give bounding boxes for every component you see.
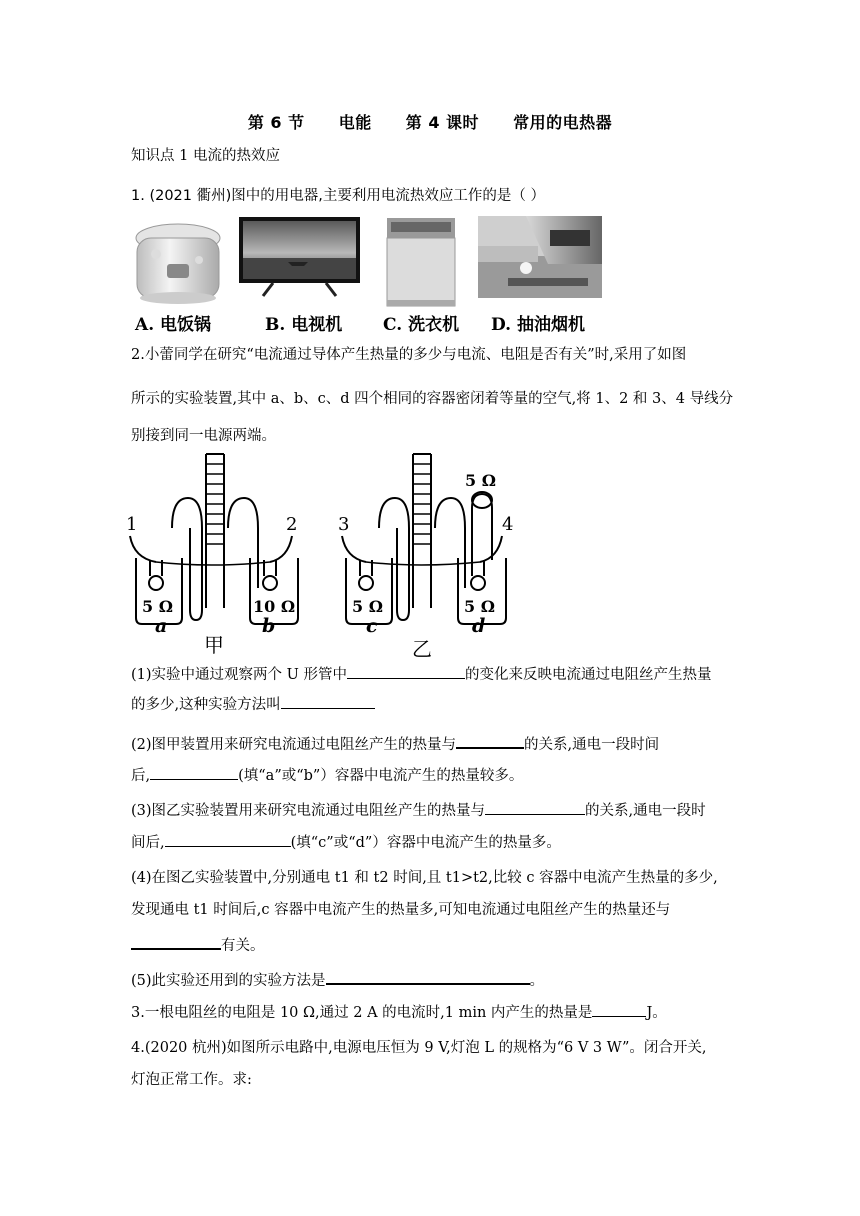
answer-blank-9[interactable]: [592, 1002, 646, 1017]
q2-s1-line1: [131, 664, 711, 685]
q2-s2-text-b: 的关系,通电一段时间: [524, 737, 660, 753]
q3-text-b: J。: [646, 1005, 667, 1021]
terminal-2: 2: [286, 514, 298, 535]
q2-s5-text-b: 。: [529, 973, 545, 989]
q2-s2-text-a: (2)图甲装置用来研究电流通过电阻丝产生的热量与: [131, 737, 457, 753]
answer-blank-6[interactable]: [165, 832, 291, 847]
container-b-label: b: [262, 615, 276, 637]
answer-blank-4[interactable]: [150, 765, 238, 780]
answer-blank-3[interactable]: [456, 733, 524, 749]
q2-line3: 别接到同一电源两端。: [131, 428, 276, 444]
q2-s2-line2: [131, 765, 523, 786]
q2-s2-text-d: (填“a”或“b”）容器中电流产生的热量较多。: [238, 768, 524, 784]
q2-s4-line1: (4)在图乙实验装置中,分别通电 t1 和 t2 时间,且 t1>t2,比较 c 容器中电流产生热量的多少,: [131, 870, 718, 886]
q2-s4-line2: 发现通电 t1 时间后,c 容器中电流产生的热量多,可知电流通过电阻丝产生的热量还与: [131, 902, 671, 918]
rice-cooker-image: [131, 216, 226, 308]
resistor-a-label: 5 Ω: [142, 597, 173, 616]
q4-line2: 灯泡正常工作。求:: [131, 1072, 252, 1088]
q2-s3-line1: [131, 800, 706, 821]
resistor-external-label: 5 Ω: [465, 471, 496, 490]
q3-line: [131, 1002, 667, 1023]
knowledge-point: 知识点 1 电流的热效应: [131, 148, 280, 164]
q2-s3-text-c: 间后,: [131, 835, 165, 851]
answer-blank-2[interactable]: [281, 694, 375, 709]
topic-label: 常用的电热器: [513, 113, 613, 132]
container-c-label: c: [366, 615, 378, 637]
resistor-d-label: 5 Ω: [464, 597, 495, 616]
answer-blank-1[interactable]: [347, 664, 465, 679]
q2-s5-text-a: (5)此实验还用到的实验方法是: [131, 973, 326, 989]
section-label: 第 6 节: [247, 113, 305, 132]
q2-s3-text-b: 的关系,通电一段时: [585, 803, 706, 819]
q2-s2-text-c: 后,: [131, 768, 151, 784]
q2-s1-text-b: 的变化来反映电流通过电阻丝产生热量: [464, 667, 712, 683]
q2-line1: 2.小蕾同学在研究“电流通过导体产生热量的多少与电流、电阻是否有关”时,采用了如图: [131, 347, 687, 363]
range-hood-image: [478, 216, 602, 298]
q4-line1: 4.(2020 杭州)如图所示电路中,电源电压恒为 9 V,灯泡 L 的规格为“6 V 3 W”。闭合开关,: [131, 1040, 707, 1056]
terminal-3: 3: [338, 514, 350, 535]
container-a-label: a: [155, 615, 168, 637]
answer-blank-7[interactable]: [131, 934, 221, 950]
q2-s2-line1: [131, 733, 659, 755]
q2-s3-text-d: (填“c”或“d”）容器中电流产生的热量多。: [290, 835, 561, 851]
container-d-label: d: [472, 615, 486, 637]
q1-stem: 1. (2021 衢州)图中的用电器,主要利用电流热效应工作的是（ ）: [131, 188, 545, 204]
option-b: B. 电视机: [265, 315, 343, 335]
option-d: D. 抽油烟机: [491, 315, 585, 335]
resistor-b-label: 10 Ω: [253, 597, 296, 616]
page-title: [0, 110, 860, 133]
q2-s3-text-a: (3)图乙实验装置用来研究电流通过电阻丝产生的热量与: [131, 803, 486, 819]
figure-caption-yi: 乙: [412, 637, 432, 660]
answer-blank-8[interactable]: [326, 969, 530, 985]
television-image: [238, 216, 361, 298]
q2-line2: 所示的实验装置,其中 a、b、c、d 四个相同的容器密闭着等量的空气,将 1、2 和 3、4 导线分: [131, 391, 734, 407]
q2-s5-line: [131, 969, 544, 991]
option-a: A. 电饭锅: [135, 315, 212, 335]
resistor-c-label: 5 Ω: [352, 597, 383, 616]
q2-s1-text-c: 的多少,这种实验方法叫: [131, 697, 281, 713]
terminal-4: 4: [502, 514, 514, 535]
lesson-label: 第 4 课时: [405, 113, 480, 132]
q2-s3-line2: [131, 832, 561, 853]
chapter-label: 电能: [338, 113, 372, 132]
washing-machine-image: [381, 216, 461, 308]
experiment-figure: [120, 450, 530, 660]
q3-text-a: 3.一根电阻丝的电阻是 10 Ω,通过 2 A 的电流时,1 min 内产生的热量是: [131, 1005, 593, 1021]
terminal-1: 1: [126, 514, 138, 535]
option-c: C. 洗衣机: [383, 315, 460, 335]
q2-s1-line2: [131, 694, 375, 715]
figure-caption-jia: 甲: [204, 633, 224, 657]
q2-s4-line3: [131, 934, 265, 956]
q2-s4-text-c: 有关。: [221, 938, 265, 954]
q2-s1-text-a: (1)实验中通过观察两个 U 形管中: [131, 667, 347, 683]
answer-blank-5[interactable]: [485, 800, 585, 815]
